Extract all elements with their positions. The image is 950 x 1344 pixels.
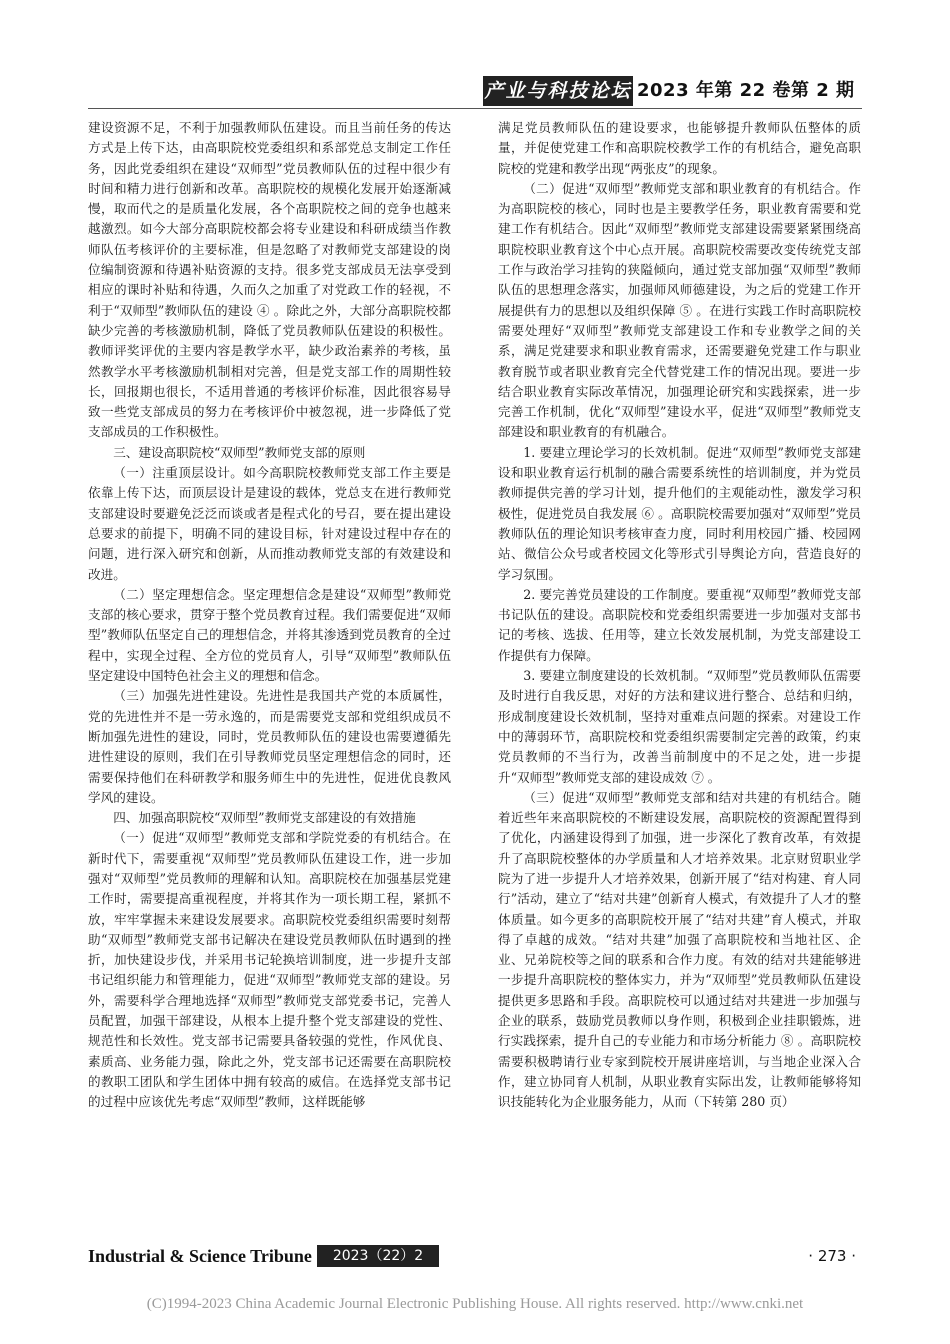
paragraph: （一）注重顶层设计。如今高职院校教师党支部工作主要是依靠上传下达，而顶层设计是建设的载体，党总支在进行教师党支部建设时要避免泛泛而谈或者是程式化的号召，要在提出建设总要求的前提下，明确不同的建设目标，针对建设过程中存在的问题，进行深入研究和创新，从而推动教师党支部的有效建设和改进。 — [88, 465, 451, 582]
page-number: · 273 · — [808, 1247, 856, 1265]
paragraph: 1. 要建立理论学习的长效机制。促进“双师型”教师党支部建设和职业教育运行机制的融合需要系统性的培训制度，并为党员教师提供完善的学习计划，提升他们的主观能动性，激发学习积极性，促进党员自我发展 ⑥ 。高职院校需要加强对“双师型”党员教师队伍的理论知识考核审查力度，同时利用校园广播、校园网站、微信公众号或者校园文化等形式引导舆论方向，营造良好的学习氛围。 — [498, 444, 861, 582]
paragraph: （二）促进“双师型”教师党支部和职业教育的有机结合。作为高职院校的核心，同时也是主要教学任务，职业教育需要和党建工作有机结合。因此“双师型”教师党支部建设需要紧紧围绕高职院校职业教育这个中心点开展。高职院校需要改变传统党支部工作与政治学习挂钩的狭隘倾向，通过党支部加强“双师型”教师队伍的思想理念落实，加强师风师德建设，为之后的党建工作开展提供有力的思想以及组织保障 ⑤ 。在进行实践工作时高职院校需要处理好“双师型”教师党支部建设工作和专业教学之间的关系，满足党建要求和职业教育需求，还需要避免党建工作与职业教育脱节或者职业教育完全代替党建工作的情况出现。要进一步结合职业教育实际改革情况，加强理论研究和实践探索，进一步完善工作机制，优化“双师型”建设水平，促进“双师型”教师党支部建设和职业教育的有机融合。 — [498, 180, 861, 440]
running-footer — [88, 1244, 862, 1268]
paragraph: （三）促进“双师型”教师党支部和结对共建的有机结合。随着近些年来高职院校的不断建设发展，高职院校的资源配置得到了优化，内涵建设得到了加强，进一步深化了教育改革，有效提升了高职院校整体的办学质量和人才培养效果。北京财贸职业学院为了进一步提升人才培养效果，创新开展了“结对构建、育人同行”活动，建立了“结对共建”创新育人模式，有效提升了人才的整体质量。如今更多的高职院校开展了“结对共建”育人模式，并取得了卓越的成效。“结对共建”加强了高职院校和当地社区、企业、兄弟院校等之间的联系和合作力度。有效的结对共建能够进一步提升高职院校的整体实力，并为“双师型”党员教师队伍建设提供更多思路和手段。高职院校可以通过结对共建进一步加强与企业的联系，鼓励党员教师以身作则，积极到企业挂职锻炼，进行实践探索，提升自己的专业能力和市场分析能力 ⑧ 。高职院校需要积极聘请行业专家到院校开展讲座培训，与当地企业深入合作，建立协同育人机制，从职业教育实际出发，让教师能够将知识技能转化为企业服务能力，从而（下转第 280 页） — [498, 789, 861, 1110]
paragraph: 满足党员教师队伍的建设要求，也能够提升教师队伍整体的质量，并促使党建工作和高职院校教学工作的有机结合，避免高职院校的党建和教学出现“两张皮”的现象。 — [498, 120, 861, 176]
paragraph: 建设资源不足，不利于加强教师队伍建设。而且当前任务的传达方式是上传下达，由高职院校党委组织和系部党总支制定工作任务，因此党委组织在建设“双师型”党员教师队伍的过程中很少有时间和精力进行创新和改革。高职院校的规模化发展开始逐渐减慢，取而代之的是质量化发展，各个高职院校之间的竞争也越来越激烈。如今大部分高职院校都会将专业建设和科研成绩当作教师队伍考核评价的主要标准，但是忽略了对教师党支部建设的岗位编制资源和待遇补贴资源的支持。很多党支部成员无法享受到相应的课时补贴和待遇，久而久之加重了对党政工作的轻视，不利于“双师型”教师队伍的建设 ④ 。除此之外，大部分高职院校都缺少完善的考核激励机制，降低了党员教师队伍建设的积极性。教师评奖评优的主要内容是教学水平，缺少政治素养的考核，虽然教学水平考核激励机制相对完善，但是党支部工作的周期性较长，回报期也很长，不适用普通的考核评价标准，因此很容易导致一些党支部成员的努力在考核评价中被忽视，进一步降低了党支部成员的工作积极性。 — [88, 120, 451, 440]
copyright-notice: (C)1994-2023 China Academic Journal Electronic Publishing House. All rights reserved. http://www.cnki.net — [146, 1296, 804, 1312]
paragraph: （二）坚定理想信念。坚定理想信念是建设“双师型”教师党支部的核心要求，贯穿于整个党员教育过程。我们需要促进“双师型”教师队伍坚定自己的理想信念，并将其渗透到党员教育的全过程中，实现全过程、全方位的党员育人，引导“双师型”教师队伍坚定建设中国特色社会主义的理想和信念。 — [88, 586, 451, 684]
paragraph: （一）促进“双师型”教师党支部和学院党委的有机结合。在新时代下，需要重视“双师型”党员教师队伍建设工作，进一步加强对“双师型”党员教师的理解和认知。高职院校在加强基层党建工作时，需要提高重视程度，并将其作为一项长期工程，紧抓不放，牢牢掌握未来建设发展要求。高职院校党委组织需要时刻帮助“双师型”教师党支部书记解决在建设党员教师队伍时遇到的挫折，加快建设步伐，并采用书记轮换培训制度，进一步提升支部书记组织能力和管理能力，促进“双师型”教师党支部的建设。另外，需要科学合理地选择“双师型”教师党支部党委书记，完善人员配置，加强干部建设，从根本上提升整个党支部建设的党性、规范性和长效性。党支部书记需要具备较强的党性，作风优良、素质高、业务能力强，除此之外，党支部书记还需要在高职院校的教职工团队和学生团体中拥有较高的威信。在选择党支部书记的过程中应该优先考虑“双师型”教师，这样既能够 — [88, 830, 451, 1110]
paragraph: 2. 要完善党员建设的工作制度。要重视“双师型”教师党支部书记队伍的建设。高职院校和党委组织需要进一步加强对支部书记的考核、选拔、任用等，建立长效发展机制，为党支部建设工作提供有力保障。 — [498, 586, 861, 663]
header-issue: 2023 年第 22 卷第 2 期 — [637, 80, 855, 101]
header-divider — [88, 108, 862, 109]
footer-issue-badge: 2023（22）2 — [317, 1245, 439, 1267]
paragraph: （三）加强先进性建设。先进性是我国共产党的本质属性，党的先进性并不是一劳永逸的，而是需要党支部和党组织成员不断加强先进性的建设，同时，党员教师队伍的建设也需要遵循先进性建设的原则，我们在引导教师党员坚定理想信念的同时，还需要保持他们在科研教学和服务师生中的先进性，促进优良教风学风的建设。 — [88, 688, 451, 805]
footer-journal-title: Industrial & Science Tribune — [88, 1246, 312, 1266]
paragraph: 3. 要建立制度建设的长效机制。“双师型”党员教师队伍需要及时进行自我反思，对好的方法和建议进行整合、总结和归纳，形成制度建设长效机制，坚持对重难点问题的探索。对建设工作中的薄弱环节，高职院校和党委组织需要制定完善的政策，约束党员教师的不当行为，改善当前制度中的不足之处，进一步提升“双师型”教师党支部的建设成效 ⑦ 。 — [498, 668, 861, 785]
section-heading: 三、建设高职院校“双师型”教师党支部的原则 — [113, 444, 366, 460]
right-column — [498, 118, 861, 1238]
section-heading: 四、加强高职院校“双师型”教师党支部建设的有效措施 — [113, 810, 416, 826]
left-column — [88, 118, 451, 1238]
running-header — [483, 76, 863, 106]
journal-name-badge: 产业与科技论坛 — [483, 76, 633, 106]
